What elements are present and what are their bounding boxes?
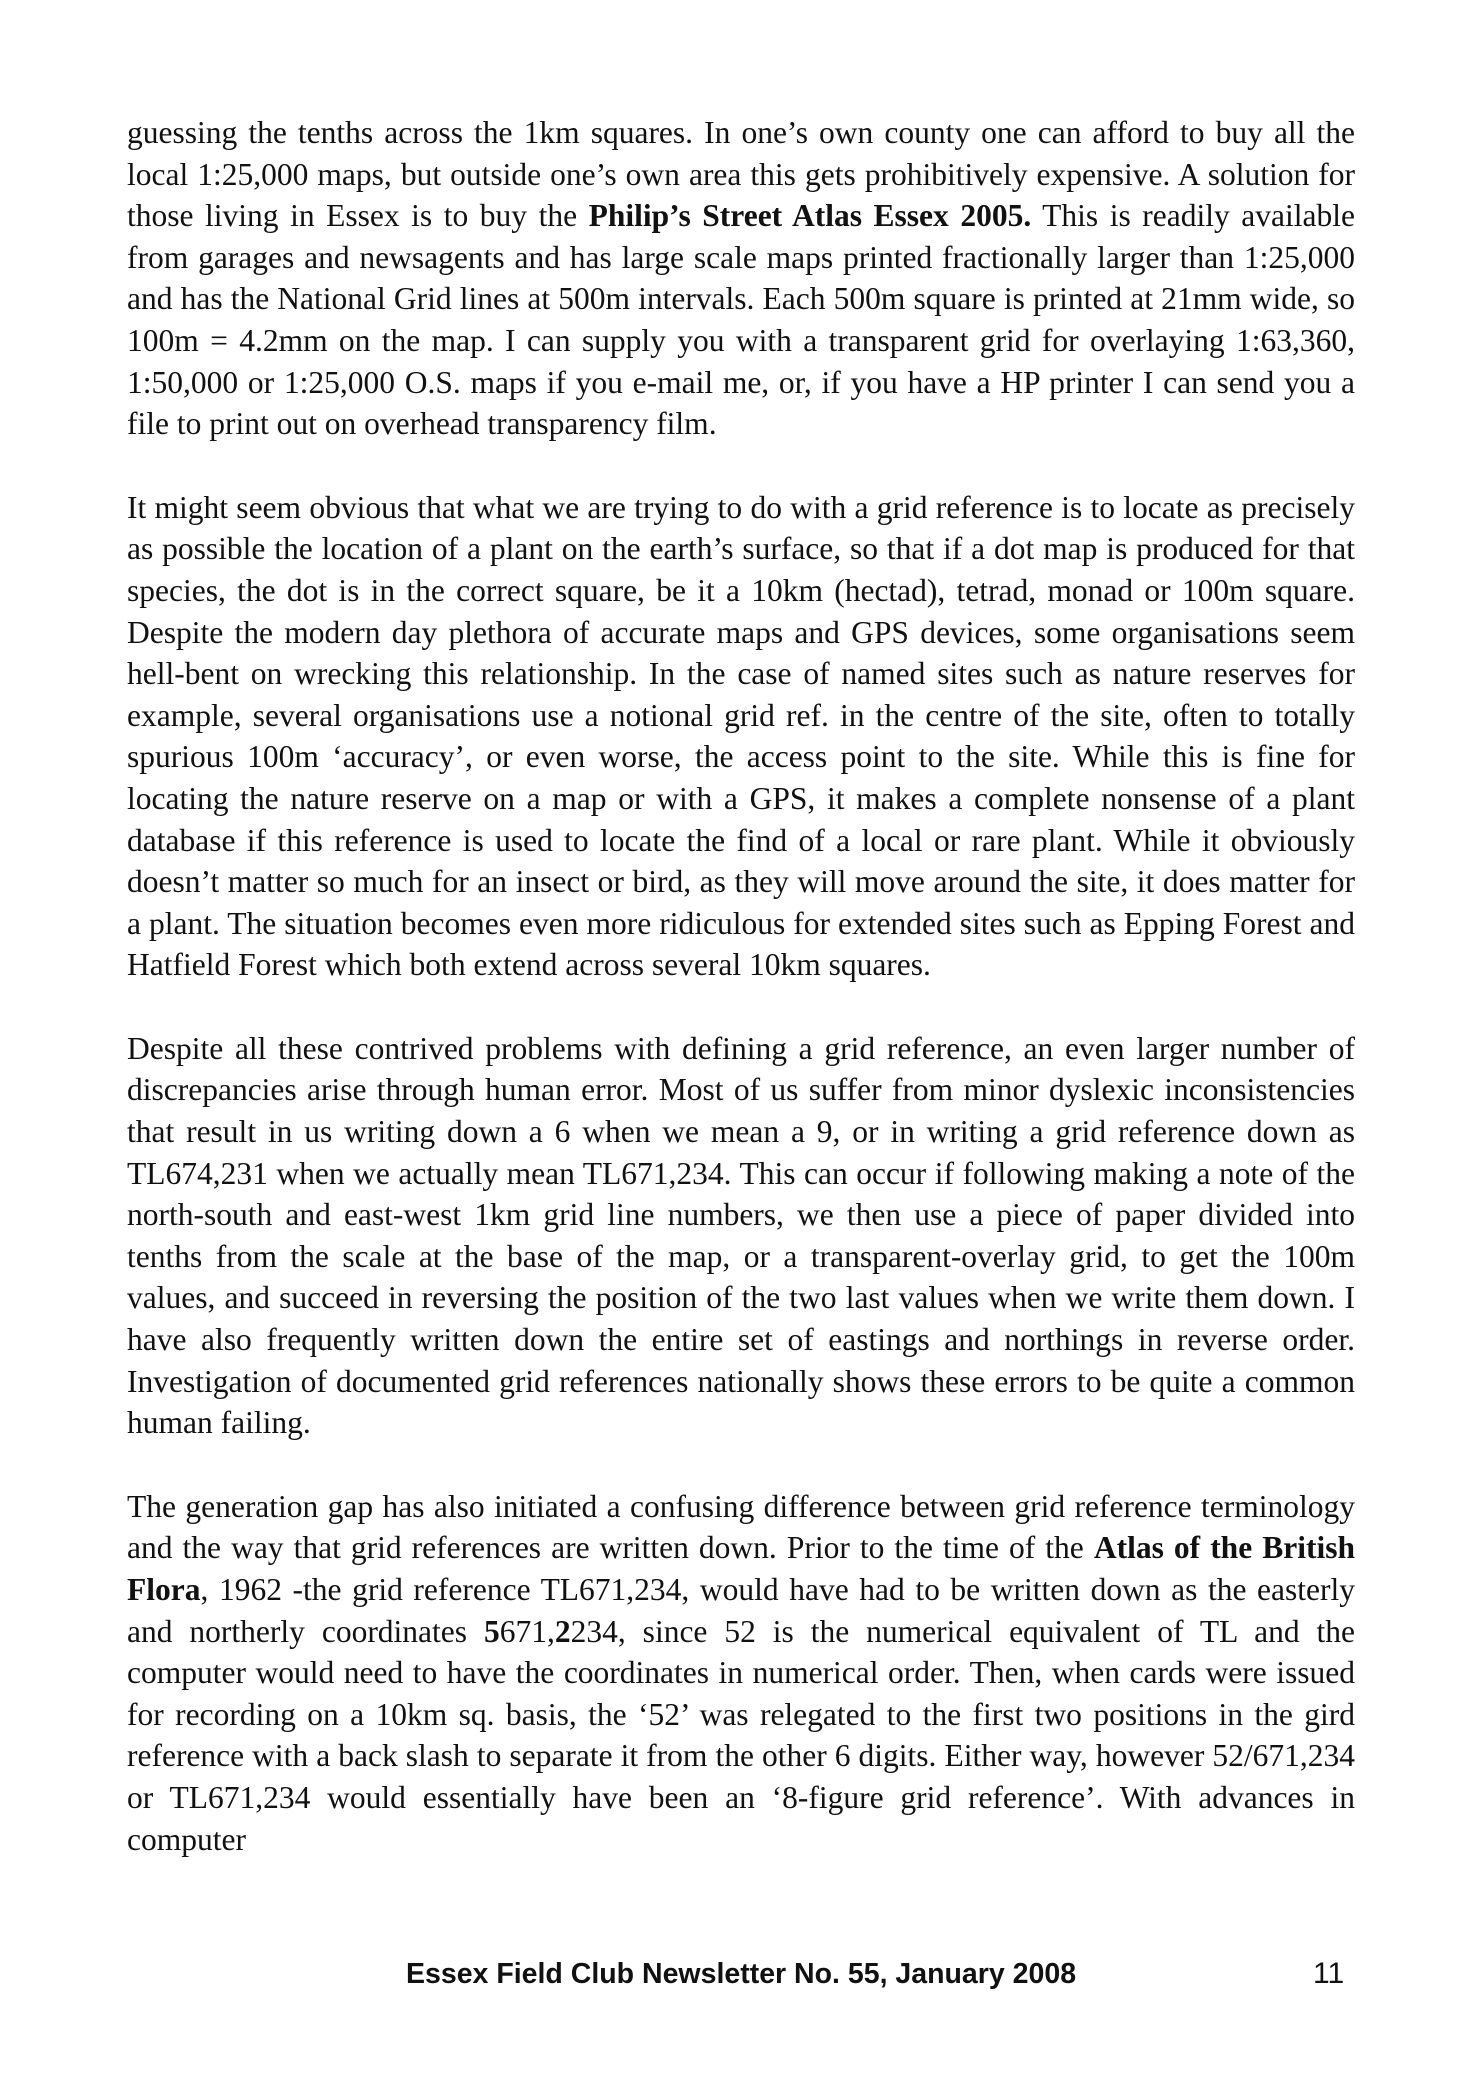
bold-text-run: 2 xyxy=(554,1613,571,1649)
text-run: It might seem obvious that what we are trying to do with a grid reference is to locate as precisely as possible the location of a plant on the earth’s surface, so that if a dot map is produced for that species, the dot is in the correct square, be it a 10km (hectad), tetrad, monad or 100m square. Despite the modern day plethora of accurate maps and GPS devices, some organisations seem hell-bent on wrecking this relationship. In the case of named sites such as nature reserves for example, several organisations use a notional grid ref. in the centre of the site, often to totally spurious 100m ‘accuracy’, or even worse, the access point to the site. While this is fine for locating the nature reserve on a map or with a GPS, it makes a complete nonsense of a plant database if this reference is used to locate the find of a local or rare plant. While it obviously doesn’t matter so much for an insect or bird, as they will move around the site, it does matter for a plant. The situation becomes even more ridiculous for extended sites such as Epping Forest and Hatfield Forest which both extend across several 10km squares. xyxy=(127,489,1355,983)
newsletter-title: Essex Field Club Newsletter No. 55, January 2008 xyxy=(406,1958,1077,1990)
bold-text-run: Atlas of the British Flora xyxy=(127,1530,1355,1607)
page-number: 11 xyxy=(1313,1957,1345,1990)
page-footer xyxy=(0,1956,1480,1996)
text-run: Despite all these contrived problems with defining a grid reference, an even larger number of discrepancies arise through human error. Most of us suffer from minor dyslexic inconsistencies that result in us writing down a 6 when we mean a 9, or in writing a grid reference down as TL674,231 when we actually mean TL671,234. This can occur if following making a note of the north-south and east-west 1km grid line numbers, we then use a piece of paper divided into tenths from the scale at the base of the map, or a transparent-overlay grid, to get the 100m values, and succeed in reversing the position of the two last values when we write them down. I have also frequently written down the entire set of eastings and northings in reverse order. Investigation of documented grid references nationally shows these errors to be quite a common human failing. xyxy=(127,1030,1355,1441)
text-run: 671, xyxy=(499,1613,555,1649)
paragraph-2 xyxy=(127,487,1355,986)
paragraph-1 xyxy=(127,112,1355,445)
bold-text-run: 5 xyxy=(483,1613,500,1649)
text-run: This is readily available from garages and newsagents and has large scale maps printed fractionally larger than 1:25,000 and has the National Grid lines at 500m intervals. Each 500m square is printed at 21mm wide, so 100m = 4.2mm on the map. I can supply you with a transparent grid for overlaying 1:63,360, 1:50,000 or 1:25,000 O.S. maps if you e-mail me, or, if you have a HP printer I can send you a file to print out on overhead transparency film. xyxy=(127,198,1355,442)
paragraph-4 xyxy=(127,1486,1355,1860)
text-run: guessing the tenths across the 1km squares. In one’s own county one can afford to buy all the local 1:25,000 maps, but outside one’s own area this gets prohibitively expensive. A solution for those living in Essex is to buy the xyxy=(127,115,1355,234)
paragraph-3 xyxy=(127,1028,1355,1444)
text-run: The generation gap has also initiated a confusing difference between grid reference terminology and the way that grid references are written down. Prior to the time of the xyxy=(127,1488,1355,1566)
bold-text-run: Philip’s Street Atlas Essex 2005. xyxy=(588,198,1032,234)
article-body xyxy=(127,112,1355,1902)
text-run: 234, since 52 is the numerical equivalent of TL and the computer would need to have the coordinates in numerical order. Then, when cards were issued for recording on a 10km sq. basis, the ‘52’ was relegated to the first two positions in the gird reference with a back slash to separate it from the other 6 digits. Either way, however 52/671,234 or TL671,234 would essentially have been an ‘8-figure grid reference’. With advances in computer xyxy=(127,1613,1355,1857)
text-run: , 1962 -the grid reference TL671,234, would have had to be written down as the easterly and northerly coordinates xyxy=(127,1572,1355,1649)
